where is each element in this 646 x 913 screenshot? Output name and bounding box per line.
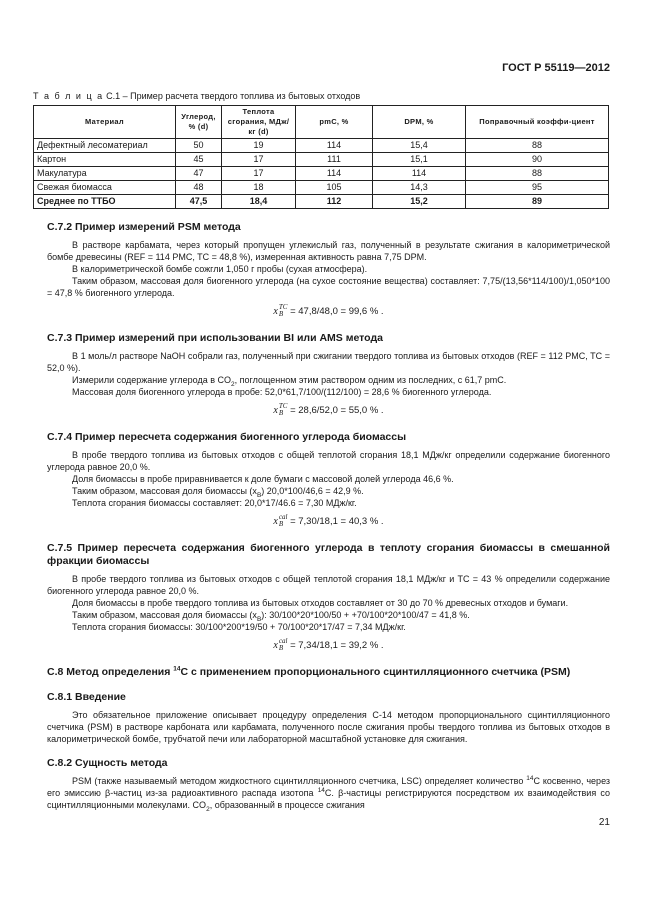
table-cell: Среднее по ТТБО <box>34 195 176 209</box>
formula-rhs: = 28,6/52,0 = 55,0 % . <box>287 405 384 416</box>
paragraph <box>47 775 610 811</box>
subscript: 2 <box>231 380 235 388</box>
page-number: 21 <box>598 817 610 828</box>
paragraph <box>47 374 610 386</box>
paragraph: Доля биомассы в пробе приравнивается к доле бумаги с массовой долей углерода 46,6 %. <box>72 474 454 484</box>
table-cell: Макулатура <box>34 167 176 181</box>
formula-var: x <box>273 306 278 317</box>
paragraph: В калориметрической бомбе сожгли 1,050 г пробы (сухая атмосфера). <box>72 264 368 274</box>
table-cell: Картон <box>34 153 176 167</box>
paragraph <box>47 239 610 263</box>
formula-rhs: = 7,30/18,1 = 40,3 % . <box>287 516 384 527</box>
table-cell: 105 <box>296 181 373 195</box>
table-cell: 114 <box>296 139 373 153</box>
paragraph <box>47 573 610 597</box>
table-cell: 48 <box>176 181 222 195</box>
paragraph: Массовая доля биогенного углерода в пробе: 52,0*61,7/100/(112/100) = 28,6 % биогенного углерода. <box>72 387 492 397</box>
table-cell: 15,2 <box>373 195 466 209</box>
table-row <box>34 181 609 195</box>
table-cell: 88 <box>466 167 609 181</box>
paragraph <box>47 485 610 497</box>
text: Доля биомассы в пробе твердого топлива из бытовых отходов составляет от 30 до 70 % древесных отходов и бумаги. <box>72 598 569 608</box>
paragraph <box>47 597 610 609</box>
text: Таким образом, массовая доля биогенного углерода (на сухое состояние вещества) составляет: 7,75/(13,56*114/100)/1,050*100 = 47,8 % биогенного углерода. <box>47 276 610 298</box>
paragraph: Теплота сгорания биомассы составляет: 20,0*17/46.6 = 7,30 МДж/кг. <box>72 498 357 508</box>
table-cell: 89 <box>466 195 609 209</box>
column-header: Теплота сгорания, МДж/кг (d) <box>222 106 296 139</box>
section-heading: С.8.1 Введение <box>47 691 126 703</box>
table-cell: 111 <box>296 153 373 167</box>
table-cell: 17 <box>222 167 296 181</box>
caption-text: С.1 – Пример расчета твердого топлива из бытовых отходов <box>103 91 361 101</box>
document-id: ГОСТ Р 55119—2012 <box>502 62 610 74</box>
text: В пробе твердого топлива из бытовых отходов с общей теплотой сгорания 18,1 МДж/кг и TC = 43 % определили содержание биогенного углерода равное 20,0 %. <box>47 574 610 596</box>
superscript: 14 <box>317 787 325 794</box>
table-cell: 17 <box>222 153 296 167</box>
subscript: 2 <box>206 805 210 813</box>
formula-sup: TC <box>278 402 288 411</box>
formula-var: x <box>273 640 278 651</box>
table-cell: 45 <box>176 153 222 167</box>
table-cell: 14,3 <box>373 181 466 195</box>
table-cell: 88 <box>466 139 609 153</box>
subscript: B <box>256 491 262 499</box>
table-cell: 15,4 <box>373 139 466 153</box>
text: , поглощенном этим раствором одним из последних, с 61,7 pmC. <box>234 375 507 385</box>
table-cell: 15,1 <box>373 153 466 167</box>
table-caption <box>33 90 610 102</box>
text: С.8 Метод определения <box>47 666 174 678</box>
text: ): 30/100*20*100/50 + +70/100*20*100/47 = 41,8 %. <box>261 610 470 620</box>
text: PSM (также называемый методом жидкостного сцинтилляционного счетчика, LSC) определяет количество <box>72 776 527 786</box>
caption-prefix: Т а б л и ц а <box>33 91 104 101</box>
column-header: Поправочный коэффи-циент <box>466 106 609 139</box>
table-cell: 50 <box>176 139 222 153</box>
column-header: Материал <box>34 106 176 139</box>
table-cell: Дефектный лесоматериал <box>34 139 176 153</box>
table-cell: 114 <box>373 167 466 181</box>
text: С с применением пропорционального сцинтилляционного счетчика (PSM) <box>180 666 571 678</box>
table-cell: 47 <box>176 167 222 181</box>
column-header: Углерод, % (d) <box>176 106 222 139</box>
table-cell: 112 <box>296 195 373 209</box>
formula-var: x <box>273 405 278 416</box>
text: , образованный в процессе сжигания <box>209 800 365 810</box>
table-cell: 18 <box>222 181 296 195</box>
superscript: 14 <box>526 775 534 782</box>
formula-rhs: = 7,34/18,1 = 39,2 % . <box>287 640 384 651</box>
formula-sub: B <box>278 409 284 418</box>
formula-sup: cal <box>278 513 288 522</box>
section-heading: С.7.3 Пример измерений при использовании BI или AMS метода <box>47 332 383 344</box>
formula <box>47 638 610 654</box>
paragraph <box>47 449 610 473</box>
text: В пробе твердого топлива из бытовых отходов с общей теплотой сгорания 18,1 МДж/кг определили содержание биогенного углерода равное 20,0 %. <box>47 450 610 472</box>
formula-sup: cal <box>278 637 288 646</box>
text: В 1 моль/л растворе NaOH собрали газ, полученный при сжигании твердого топлива из бытовых отходов (REF = 112 PMC, TC = 52,0 %). <box>47 351 610 373</box>
formula-var: x <box>273 516 278 527</box>
table-cell: 19 <box>222 139 296 153</box>
table-cell: 90 <box>466 153 609 167</box>
column-header: pmC, % <box>296 106 373 139</box>
text: Это обязательное приложение описывает процедуру определения С-14 методом пропорционального сцинтилляционного счетчика (PSM) в растворе карбоната или карбамата, полученного после сжигания пробы твердого топлива из бытовых отходов в калориметрической бомбе, трубчатой печи или лабораторной масштабной установке для сжигания. <box>47 710 610 744</box>
formula-sub: B <box>278 310 284 319</box>
text: В растворе карбамата, через который пропущен углекислый газ, полученный в результате сжигания в калориметрической бомбе древесины (REF = 114 PMC, TC = 48,8 %), измеренная активность равна 7,75 DPM. <box>47 240 610 262</box>
text: Измерили содержание углерода в CO <box>72 375 231 385</box>
table-cell: 114 <box>296 167 373 181</box>
data-table <box>33 105 609 209</box>
formula-sup: TC <box>278 303 288 312</box>
formula-rhs: = 47,8/48,0 = 99,6 % . <box>287 306 384 317</box>
table-header-row <box>34 106 609 139</box>
formula-sub: B <box>278 644 284 653</box>
paragraph <box>47 350 610 374</box>
table-cell: 47,5 <box>176 195 222 209</box>
text: С. β-частицы регистрируются посредством их взаимодействия со сцинтилляционными молекулами. CO <box>47 788 610 810</box>
table-cell: 95 <box>466 181 609 195</box>
section-heading: С.7.2 Пример измерений PSM метода <box>47 221 241 233</box>
table-cell: Свежая биомасса <box>34 181 176 195</box>
table-row <box>34 167 609 181</box>
text: Таким образом, массовая доля биомассы (x <box>72 486 257 496</box>
paragraph <box>47 709 610 745</box>
section-heading: С.7.4 Пример пересчета содержания биогенного углерода биомассы <box>47 431 407 443</box>
formula-sub: B <box>278 520 284 529</box>
section-heading <box>47 666 610 679</box>
table-row <box>34 153 609 167</box>
formula <box>47 304 610 320</box>
text: С косвенно, через его эмиссию β-частиц из-за радиоактивного распада изотопа <box>47 776 610 798</box>
section-heading: С.8.2 Сущность метода <box>47 757 168 769</box>
formula <box>47 403 610 419</box>
text: Таким образом, массовая доля биомассы (x <box>72 610 257 620</box>
page-content <box>33 90 610 829</box>
table-cell: 18,4 <box>222 195 296 209</box>
section-heading: С.7.5 Пример пересчета содержания биогенного углерода в теплоту сгорания биомассы в смешанной фракции биомассы <box>47 542 610 567</box>
table-row <box>34 139 609 153</box>
column-header: DPM, % <box>373 106 466 139</box>
paragraph: Теплота сгорания биомассы: 30/100*200*19/50 + 70/100*20*17/47 = 7,34 МДж/кг. <box>72 622 406 632</box>
paragraph <box>47 609 610 621</box>
formula <box>47 514 610 530</box>
subscript: B <box>256 615 262 623</box>
paragraph <box>47 275 610 299</box>
superscript: 14 <box>173 665 181 673</box>
table-row <box>34 195 609 209</box>
text: ) 20,0*100/46,6 = 42,9 %. <box>261 486 364 496</box>
